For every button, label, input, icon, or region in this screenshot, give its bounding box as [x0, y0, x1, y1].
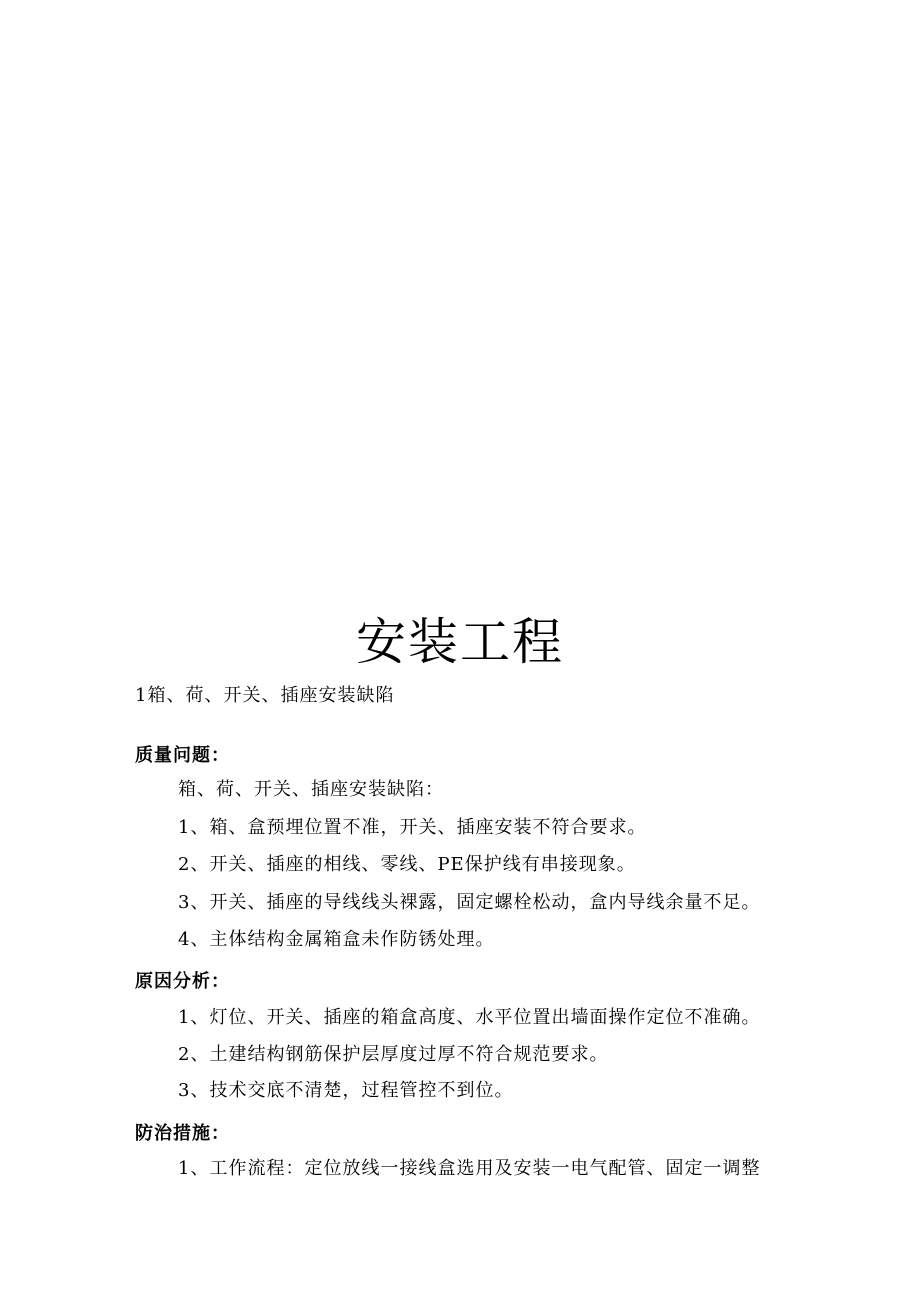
prevention-item: 1、工作流程：定位放线一接线盒选用及安装一电气配管、固定一调整: [178, 1158, 761, 1179]
quality-intro: 箱、荷、开关、插座安装缺陷：: [178, 779, 444, 800]
cause-item: 3、技术交底不清楚，过程管控不到位。: [178, 1080, 514, 1101]
section-title: 1箱、荷、开关、插座安装缺陷: [135, 685, 395, 706]
quality-heading: 质量问题：: [135, 745, 230, 766]
cause-item: 2、土建结构钢筋保护层厚度过厚不符合规范要求。: [178, 1044, 609, 1065]
cause-heading: 原因分析：: [135, 971, 230, 992]
cause-item: 1、灯位、开关、插座的箱盒高度、水平位置出墙面操作定位不准确。: [178, 1007, 761, 1028]
prevention-heading: 防治措施：: [135, 1123, 230, 1144]
quality-item: 2、开关、插座的相线、零线、PE保护线有串接现象。: [178, 854, 636, 875]
quality-item: 1、箱、盒预埋位置不准，开关、插座安装不符合要求。: [178, 817, 647, 838]
quality-item: 4、主体结构金属箱盒未作防锈处理。: [178, 929, 495, 950]
quality-item: 3、开关、插座的导线线头裸露，固定螺栓松动，盒内导线余量不足。: [178, 892, 761, 913]
page-title: 安装工程: [356, 613, 564, 671]
